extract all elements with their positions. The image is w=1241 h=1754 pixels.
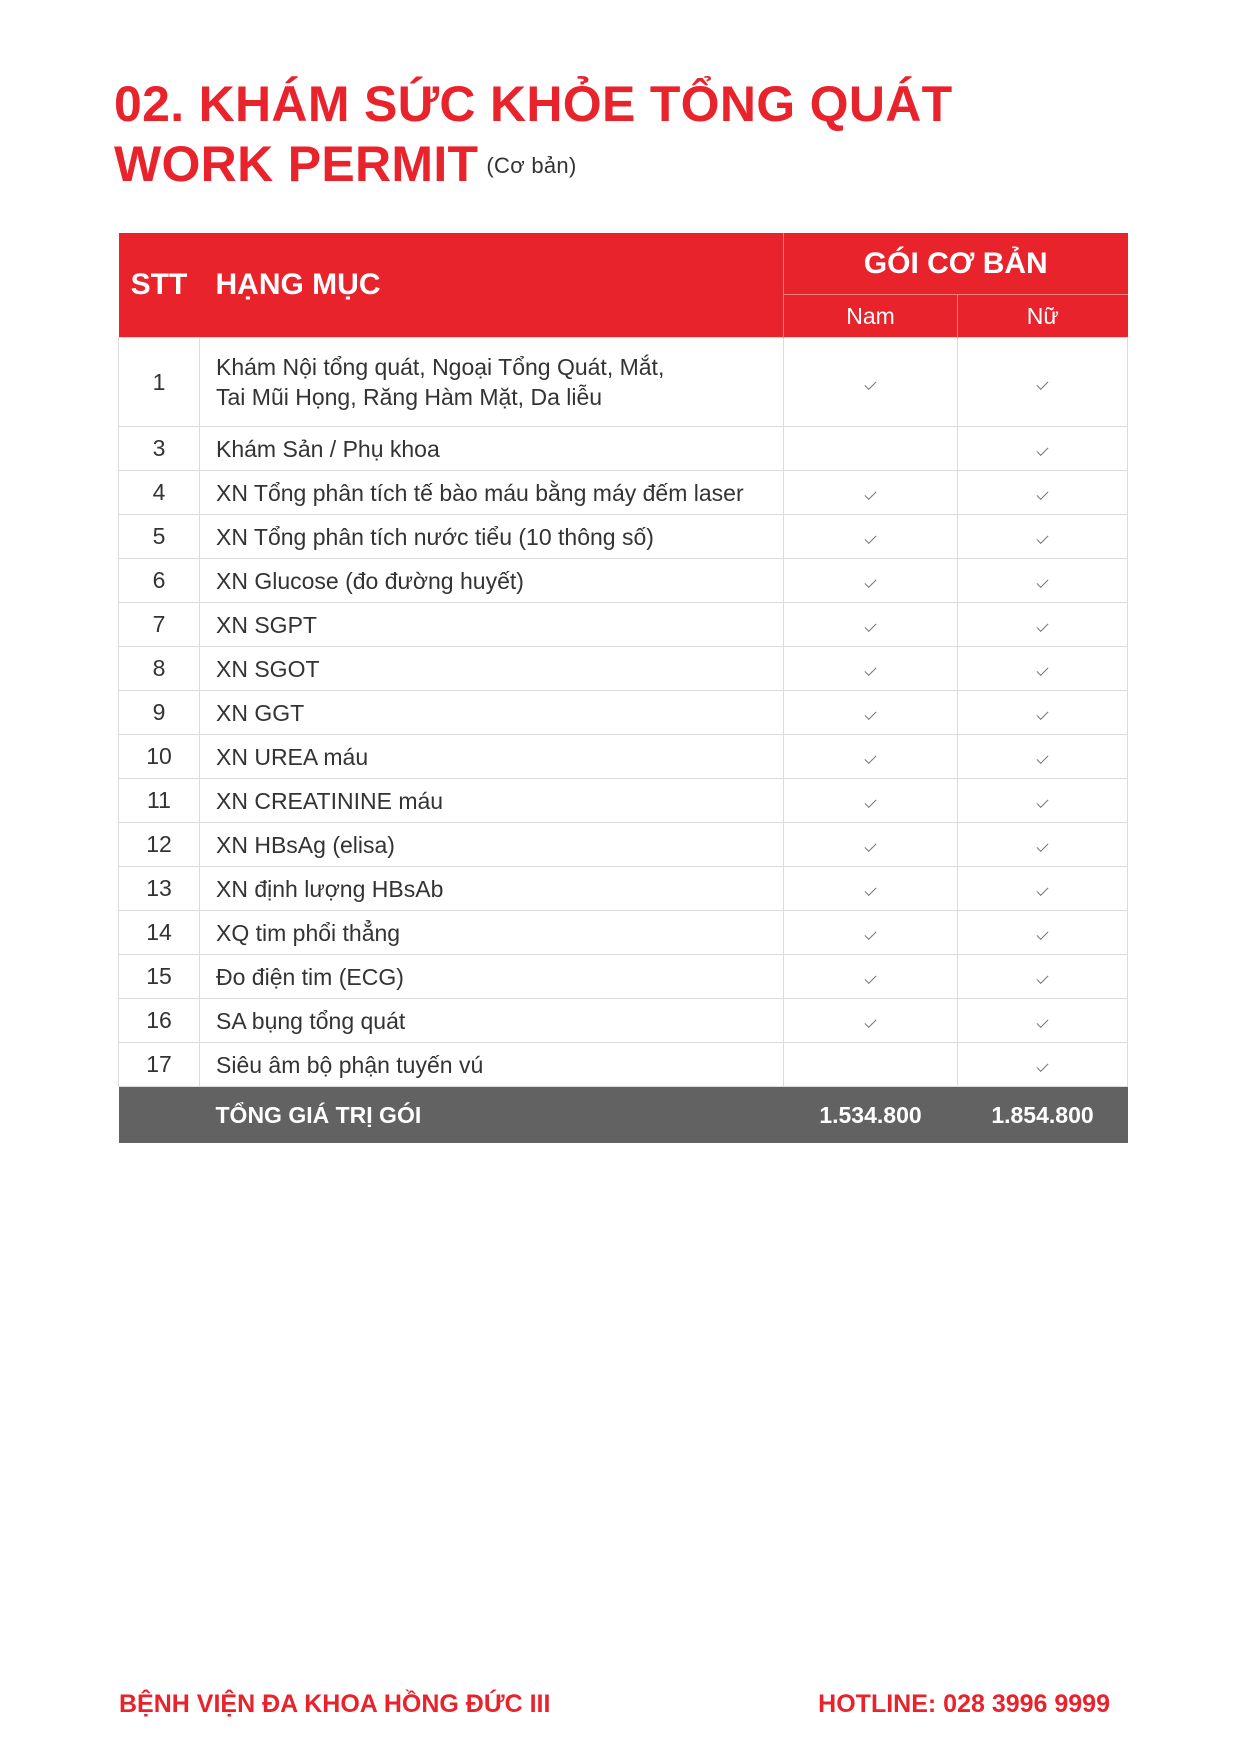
row-item (200, 559, 784, 603)
row-male-cell (784, 471, 958, 515)
row-male-cell (784, 735, 958, 779)
row-stt: 7 (119, 603, 200, 647)
check-icon (1036, 972, 1048, 984)
table-row (119, 647, 1128, 691)
row-female-cell (958, 603, 1128, 647)
row-stt: 13 (119, 867, 200, 911)
check-icon (864, 796, 876, 808)
row-item-line: XN CREATININE máu (216, 787, 444, 814)
check-icon (1036, 620, 1048, 632)
row-male-cell (784, 427, 958, 471)
row-female-cell (958, 1043, 1128, 1087)
row-stt: 3 (119, 427, 200, 471)
row-male-cell (784, 911, 958, 955)
row-male-cell (784, 779, 958, 823)
table-row (119, 955, 1128, 999)
row-item-line: XN định lượng HBsAb (216, 875, 444, 902)
row-male-cell (784, 955, 958, 999)
row-female-cell (958, 515, 1128, 559)
row-female-cell (958, 691, 1128, 735)
check-icon (1036, 840, 1048, 852)
row-item-line: XN Tổng phân tích tế bào máu bằng máy đếm laser (216, 479, 744, 506)
table-row (119, 779, 1128, 823)
check-icon (864, 377, 876, 389)
table-row (119, 427, 1128, 471)
table-row (119, 999, 1128, 1043)
row-female-cell (958, 999, 1128, 1043)
row-item-line: XN SGPT (216, 611, 317, 638)
header-package-group: GÓI CƠ BẢN (784, 233, 1128, 295)
row-female-cell (958, 955, 1128, 999)
row-male-cell (784, 691, 958, 735)
title-line-2 (114, 134, 953, 194)
title-line-1: 02. KHÁM SỨC KHỎE TỔNG QUÁT (114, 76, 953, 132)
row-item (200, 779, 784, 823)
row-stt: 8 (119, 647, 200, 691)
package-table (118, 233, 1128, 1143)
row-item (200, 691, 784, 735)
row-item-line: XN Glucose (đo đường huyết) (216, 567, 524, 594)
table-row (119, 471, 1128, 515)
row-stt: 15 (119, 955, 200, 999)
row-item-line: Đo điện tim (ECG) (216, 963, 404, 990)
row-stt: 5 (119, 515, 200, 559)
check-icon (864, 972, 876, 984)
check-icon (1036, 1060, 1048, 1072)
check-icon (1036, 664, 1048, 676)
total-price-male: 1.534.800 (784, 1087, 958, 1144)
footer-hotline: HOTLINE: 028 3996 9999 (818, 1690, 1110, 1718)
total-label: TỔNG GIÁ TRỊ GÓI (200, 1087, 784, 1144)
row-item (200, 735, 784, 779)
table-header (119, 233, 1128, 338)
row-item-line: Khám Nội tổng quát, Ngoại Tổng Quát, Mắt, (216, 354, 665, 380)
row-item-line: XN GGT (216, 699, 305, 726)
row-item (200, 427, 784, 471)
check-icon (864, 928, 876, 940)
row-item-line: XQ tim phổi thẳng (216, 919, 401, 946)
row-female-cell (958, 427, 1128, 471)
row-stt: 9 (119, 691, 200, 735)
check-icon (1036, 576, 1048, 588)
row-item-line: XN Tổng phân tích nước tiểu (10 thông số) (216, 523, 654, 550)
table-body (119, 338, 1128, 1087)
header-stt: STT (119, 233, 200, 338)
row-male-cell (784, 559, 958, 603)
row-item-line: Siêu âm bộ phận tuyến vú (216, 1051, 484, 1078)
row-male-cell (784, 1043, 958, 1087)
table-row (119, 823, 1128, 867)
title-work-permit: WORK PERMIT (114, 136, 479, 192)
row-item-line: XN SGOT (216, 655, 320, 682)
check-icon (864, 1016, 876, 1028)
row-item (200, 867, 784, 911)
row-stt: 6 (119, 559, 200, 603)
check-icon (864, 840, 876, 852)
header-male: Nam (784, 295, 958, 338)
row-stt: 4 (119, 471, 200, 515)
row-item (200, 823, 784, 867)
table-row (119, 911, 1128, 955)
table-row (119, 515, 1128, 559)
row-female-cell (958, 338, 1128, 427)
row-item (200, 647, 784, 691)
title-suffix: (Cơ bản) (486, 153, 577, 178)
row-item (200, 471, 784, 515)
table-row (119, 735, 1128, 779)
row-item (200, 1043, 784, 1087)
row-stt: 17 (119, 1043, 200, 1087)
table-row (119, 691, 1128, 735)
row-male-cell (784, 823, 958, 867)
check-icon (1036, 928, 1048, 940)
check-icon (1036, 532, 1048, 544)
table-row (119, 603, 1128, 647)
row-item-line: SA bụng tổng quát (216, 1007, 406, 1034)
check-icon (864, 708, 876, 720)
row-item (200, 515, 784, 559)
check-icon (864, 620, 876, 632)
row-item (200, 911, 784, 955)
check-icon (864, 752, 876, 764)
row-stt: 14 (119, 911, 200, 955)
row-item-line: Khám Sản / Phụ khoa (216, 435, 440, 462)
row-male-cell (784, 603, 958, 647)
row-item (200, 338, 784, 427)
row-stt: 10 (119, 735, 200, 779)
table-total (119, 1087, 1128, 1144)
check-icon (864, 884, 876, 896)
check-icon (864, 664, 876, 676)
row-female-cell (958, 559, 1128, 603)
check-icon (1036, 444, 1048, 456)
row-female-cell (958, 823, 1128, 867)
row-female-cell (958, 867, 1128, 911)
total-empty-cell (119, 1087, 200, 1144)
table-row (119, 867, 1128, 911)
row-item-line: Tai Mũi Họng, Răng Hàm Mặt, Da liễu (216, 384, 603, 410)
row-female-cell (958, 911, 1128, 955)
check-icon (864, 532, 876, 544)
row-male-cell (784, 647, 958, 691)
row-stt: 16 (119, 999, 200, 1043)
header-female: Nữ (958, 295, 1128, 338)
check-icon (1036, 377, 1048, 389)
row-female-cell (958, 471, 1128, 515)
check-icon (1036, 1016, 1048, 1028)
header-item: HẠNG MỤC (200, 233, 784, 338)
row-stt: 12 (119, 823, 200, 867)
row-female-cell (958, 647, 1128, 691)
check-icon (1036, 708, 1048, 720)
check-icon (864, 576, 876, 588)
row-item (200, 603, 784, 647)
table-row (119, 338, 1128, 427)
row-item-line: XN HBsAg (elisa) (216, 831, 395, 858)
row-male-cell (784, 338, 958, 427)
check-icon (1036, 488, 1048, 500)
row-item-line: XN UREA máu (216, 743, 369, 770)
total-price-female: 1.854.800 (958, 1087, 1128, 1144)
table-row (119, 1043, 1128, 1087)
check-icon (1036, 884, 1048, 896)
check-icon (864, 488, 876, 500)
row-female-cell (958, 779, 1128, 823)
table-row (119, 559, 1128, 603)
row-male-cell (784, 515, 958, 559)
row-stt: 1 (119, 338, 200, 427)
row-male-cell (784, 999, 958, 1043)
row-female-cell (958, 735, 1128, 779)
check-icon (1036, 796, 1048, 808)
footer-hospital-name: BỆNH VIỆN ĐA KHOA HỒNG ĐỨC III (119, 1690, 551, 1718)
check-icon (1036, 752, 1048, 764)
row-male-cell (784, 867, 958, 911)
row-item (200, 999, 784, 1043)
row-stt: 11 (119, 779, 200, 823)
row-item (200, 955, 784, 999)
page-title (114, 74, 953, 194)
